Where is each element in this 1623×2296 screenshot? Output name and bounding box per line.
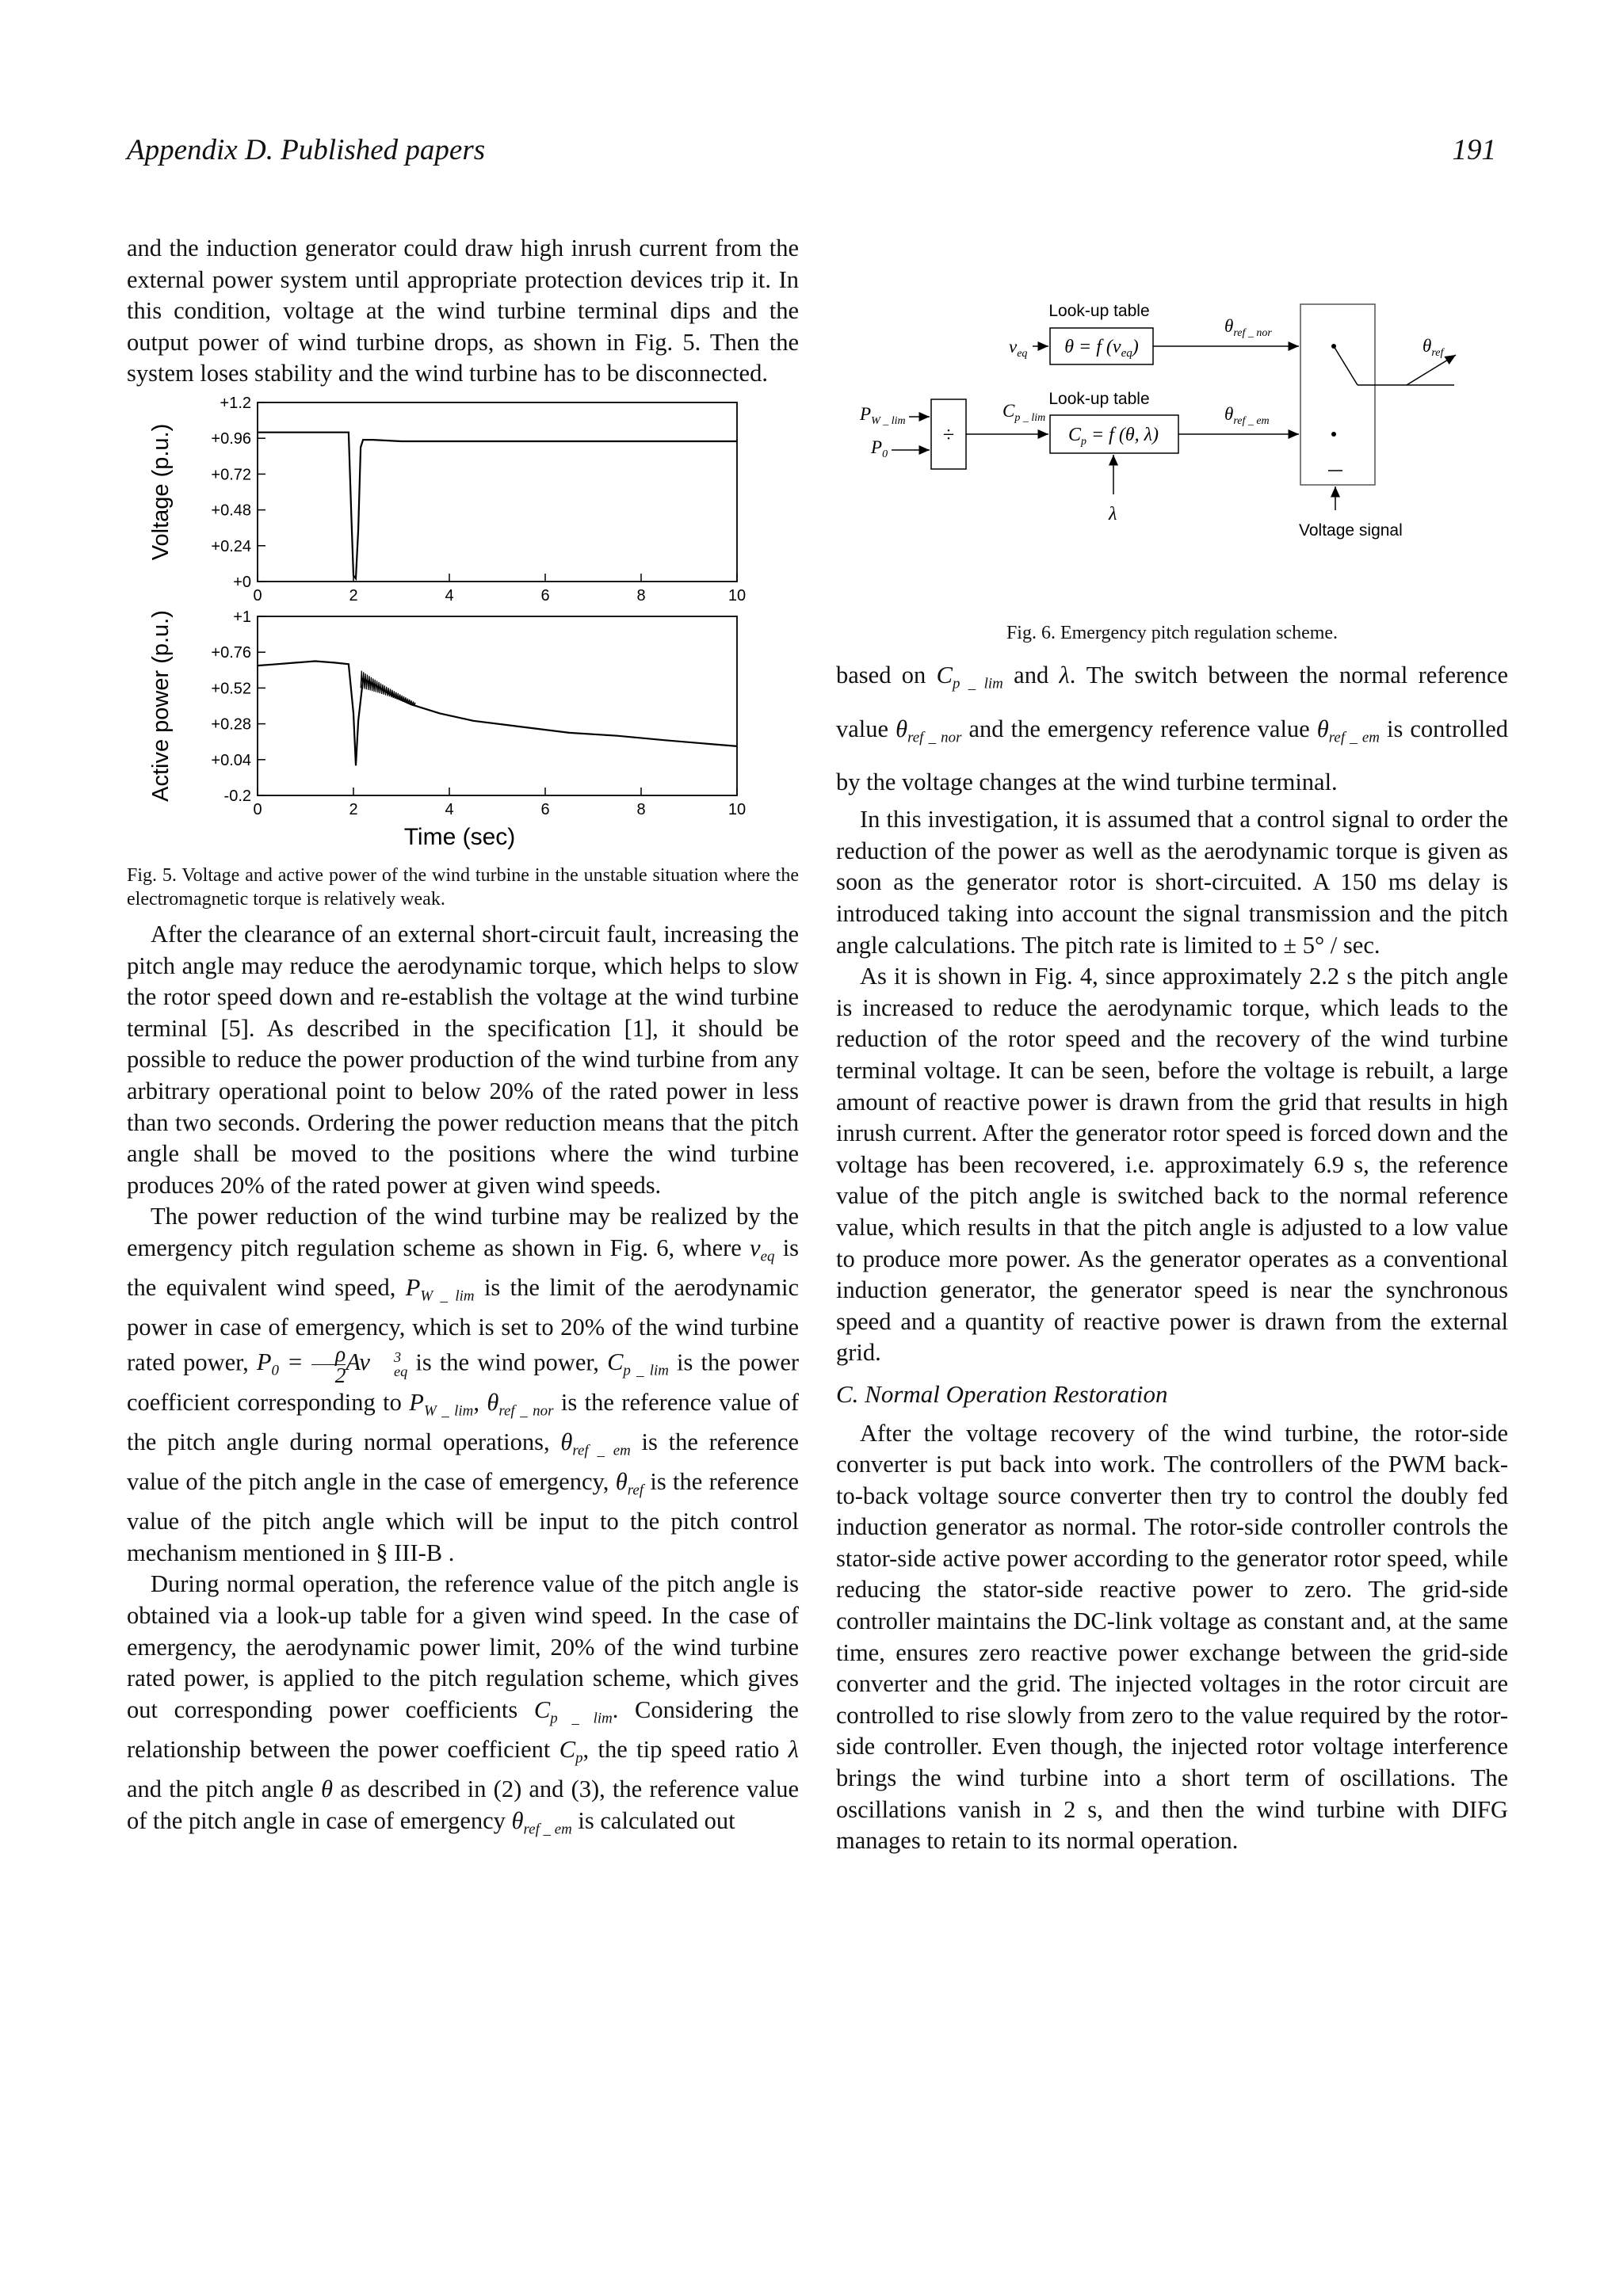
text-run: The power reduction of the wind turbine may be realized by the emergency pitch regulation scheme as shown in Fig. 6, where: [127, 1203, 799, 1261]
lut2-formula: $C_p = f$ (θ, λ): [1067, 425, 1159, 448]
paragraph-restoration: After the voltage recovery of the wind turbine, the rotor-side converter is put back into work. The controllers of the PWM back-to-back voltage source converter then try to control the doubly fed induction generator as normal. The rotor-side controller controls the stator-side active power according to the generator rotor speed, while reducing the stator-side reactive power to zero. The grid-side controller maintains the DC-link voltage as constant and, at the same time, ensures zero reactive power exchange between the grid-side converter and the grid. The injected voltages in the rotor circuit are controlled to rise slowly from zero to the value required by the rotor-side controller. Even though, the injected rotor voltage interference brings the wind turbine into a short term of oscillations. The oscillations vanish in 2 s, and then the wind turbine with DIFG manages to retain to its normal operation.: [836, 1419, 1508, 1855]
lut2-label: Look-up table: [1048, 390, 1150, 408]
text-run: is the reference value of the pitch angle which will be input to the pitch control mechanism mentioned in § III-B .: [127, 1468, 800, 1566]
theta-ref-output: $\theta_{ref}$: [1423, 336, 1444, 359]
symbol-c-plim: $C_{p \_ lim}$: [533, 1695, 613, 1727]
y-tick-label: -0.2: [223, 787, 251, 805]
right-column: [836, 233, 1508, 1857]
theta-refnor-label: $\theta_{ref \_ nor}$: [1224, 316, 1272, 339]
x-tick-label: 0: [253, 586, 262, 605]
switch-blade: [1334, 346, 1358, 385]
symbol-theta-refem: $\theta_{ref \_ em}$: [560, 1428, 631, 1459]
x-tick-label: 4: [445, 800, 454, 818]
symbol-p-wlim: $P_{W \_ lim}$: [405, 1274, 475, 1305]
voltage-plot-frame: [258, 402, 737, 582]
symbol-v-eq: $v_{eq}$: [750, 1234, 775, 1265]
y-tick-label: +0.72: [211, 466, 251, 484]
c-plim-label: $C_{p \_ lim}$: [1002, 401, 1046, 424]
time-xlabel: Time (sec): [403, 823, 516, 850]
x-tick-label: 2: [349, 586, 358, 605]
page-number: 191: [1452, 134, 1496, 166]
text-run: is the wind power,: [415, 1348, 599, 1376]
paragraph-intro: and the induction generator could draw high inrush current from the external power system until appropriate protection devices trip it. In this condition, voltage at the wind turbine terminal dips and the output power of wind turbine drops, as shown in Fig. 5. Then the system loses stability and the wind turbine has to be disconnected.: [127, 235, 799, 387]
text-run: is the reference value of the pitch angle in the case of emergency,: [127, 1428, 799, 1496]
p-wlim-input: $P_{W \_ lim}$: [860, 404, 906, 427]
symbol-theta-ref: $\theta_{ref}$: [615, 1468, 644, 1499]
symbol-c-p: $C_p$: [559, 1735, 583, 1767]
active-power-plot-frame: [258, 616, 737, 795]
text-run: is the limit of the aerodynamic power in case of emergency, which is set to 20% of the wind turbine rated power,: [127, 1274, 799, 1376]
p0-input: $P_0$: [871, 437, 888, 460]
divide-symbol: ÷: [942, 423, 955, 446]
symbol-theta: θ: [321, 1775, 333, 1803]
x-tick-label: 6: [540, 586, 550, 605]
y-tick-label: +0.28: [211, 715, 251, 734]
x-tick-label: 6: [540, 800, 550, 818]
arrow-theta-ref: [1407, 355, 1456, 385]
v-eq-input: $v_{eq}$: [1009, 337, 1028, 360]
y-tick-label: +0.96: [211, 430, 251, 448]
y-tick-label: +1.2: [220, 394, 251, 412]
lambda-input: λ: [1109, 504, 1117, 524]
paragraph-normal-operation: During normal operation, the reference value of the pitch angle is obtained via a look-up table for a given wind speed. In the case of emergency, the aerodynamic power limit, 20% of the wind turbine rated power, is applied to the pitch regulation scheme, which gives out corresponding power coefficients $C_{p \_ lim}$. Considering the relationship between the power coefficient $C_p$, the tip speed ratio λ and the pitch angle θ as described in (2) and (3), the reference value of the pitch angle in case of emergency $\theta_{ref \_ em}$ is calculated out: [127, 1570, 800, 1838]
pitch-rate-limit: ± 5° / sec: [1283, 931, 1374, 959]
symbol-theta-refnor: $\theta_{ref \_ nor}$: [896, 715, 962, 746]
left-column: [127, 233, 799, 1845]
y-tick-label: +0.76: [211, 644, 251, 662]
active-power-series-line: [258, 661, 737, 765]
x-tick-label: 0: [253, 800, 262, 818]
active-power-plot: [148, 608, 746, 850]
voltage-signal-label: Voltage signal: [1299, 521, 1403, 540]
figure-6-diagram: [836, 249, 1508, 621]
symbol-c-plim: $C_{p \_ lim}$: [936, 662, 1003, 692]
voltage-ylabel: Voltage (p.u.): [148, 423, 174, 561]
lut1-label: Look-up table: [1048, 302, 1150, 320]
symbol-p0-formula: $P_0$ = $\frac{\rho}{2}$ Av 3 eq: [256, 1341, 408, 1387]
y-tick-label: +0.24: [211, 537, 251, 555]
paragraph-fig4-discussion: As it is shown in Fig. 4, since approximately 2.2 s the pitch angle is increased to reduce the aerodynamic torque, which leads to the reduction of the rotor speed and the recovery of the wind turbine terminal voltage. It can be seen, before the voltage is rebuilt, a large amount of reactive power is drawn from the grid that results in high inrush current. After the generator rotor speed is forced down and the voltage has been recovered, i.e. approximately 6.9 s, the reference value of the pitch angle is switched back to the normal reference value, which results in that the pitch angle is adjusted to a low value to produce more power. As the generator operates as a conventional induction generator, the generator speed is near the synchronous speed and a quantity of reactive power is drawn from the external grid.: [836, 963, 1508, 1367]
fig6-caption: Fig. 6. Emergency pitch regulation scheme.: [1006, 623, 1338, 643]
active-power-plot-ticks: [211, 608, 746, 818]
symbol-lambda: λ: [788, 1735, 800, 1763]
fig5-caption: Fig. 5. Voltage and active power of the wind turbine in the unstable situation where the electromagnetic torque is relatively weak.: [127, 864, 799, 910]
running-header: Appendix D. Published papers: [127, 134, 486, 166]
y-tick-label: +0: [233, 573, 251, 591]
paragraph-power-reduction: The power reduction of the wind turbine may be realized by the emergency pitch regulation scheme as shown in Fig. 6, where $v_{eq}$ is the equivalent wind speed, $P_{W \_ lim}$ is the limit of the aerodynamic power in case of emergency, which is set to 20% of the wind turbine rated power, $P_0$ = $\frac{\rho}{2}$ Av 3 eq is the wind power, $C_{p \_ lim}$ is the power coefficient corresponding to $P_{W \_ lim}$, $\theta_{ref \_ nor}$ is the reference value of the pitch angle during normal operations, $\theta_{ref \_ em}$ is the reference value of the pitch angle in the case of emergency, $\theta_{ref}$ is the reference value of the pitch angle which will be input to the pitch control mechanism mentioned in § III-B .: [127, 1203, 800, 1566]
paragraph-based-on: based on $C_{p \_ lim}$ and λ. The switch between the normal reference value $\theta_{ref \_ nor}$ and the emergency reference value $\theta_{ref \_ em}$ is controlled by the voltage changes at the wind turbine terminal.: [836, 662, 1509, 796]
voltage-plot: [148, 395, 746, 605]
voltage-series-line: [258, 433, 737, 579]
symbol-theta-refem: $\theta_{ref \_ em}$: [1316, 715, 1380, 746]
x-tick-label: 8: [636, 800, 646, 818]
y-tick-label: +1: [233, 608, 251, 626]
switch-contact-emergency: [1331, 432, 1336, 437]
switch-box: [1300, 304, 1375, 485]
lut1-formula: θ = f $(v_{eq})$: [1064, 337, 1139, 360]
y-tick-label: +0.48: [211, 502, 251, 520]
theta-refem-label: $\theta_{ref \_ em}$: [1224, 404, 1270, 427]
y-tick-label: +0.52: [211, 680, 251, 698]
x-tick-label: 4: [445, 586, 454, 605]
symbol-c-plim: $C_{p \_ lim}$: [607, 1348, 669, 1380]
x-tick-label: 10: [727, 586, 747, 605]
y-tick-label: +0.04: [211, 751, 251, 769]
paragraph-investigation: In this investigation, it is assumed that a control signal to order the reduction of the power as well as the aerodynamic torque is given as soon as the generator rotor is short-circuited. A 150 ms delay is introduced taking into account the signal transmission and the pitch angle calculations. The pitch rate is limited to ± 5° / sec.: [836, 806, 1508, 959]
paragraph-after-clearance: After the clearance of an external short-circuit fault, increasing the pitch angle may reduce the aerodynamic torque, which helps to slow the rotor speed down and re-establish the voltage at the wind turbine terminal [5]. As described in the specification [1], it should be possible to reduce the power production of the wind turbine from any arbitrary operational point to below 20% of the rated power in less than two seconds. Ordering the power reduction means that the pitch angle shall be moved to the positions where the wind turbine produces 20% of the rated power at given wind speeds.: [127, 920, 799, 1199]
active-power-oscillation-band: [361, 671, 415, 707]
symbol-p-wlim: $P_{W \_ lim}$: [409, 1388, 474, 1420]
x-tick-label: 8: [636, 586, 646, 605]
symbol-theta-refnor: $\theta_{ref \_ nor}$: [487, 1388, 554, 1420]
symbol-lambda: λ: [1059, 662, 1070, 688]
voltage-plot-ticks: [211, 395, 746, 605]
x-tick-label: 2: [349, 800, 358, 818]
active-power-ylabel: Active power (p.u.): [148, 610, 174, 802]
text-run: is the reference value of the pitch angle during normal operations,: [127, 1388, 799, 1455]
text-run: is the power coefficient corresponding to: [127, 1348, 800, 1416]
text-run: is the equivalent wind speed,: [127, 1234, 800, 1302]
x-tick-label: 10: [727, 800, 747, 818]
symbol-theta-refem: $\theta_{ref \_ em}$: [511, 1806, 572, 1838]
figure-5: [127, 395, 799, 852]
section-heading: C. Normal Operation Restoration: [836, 1379, 1168, 1408]
